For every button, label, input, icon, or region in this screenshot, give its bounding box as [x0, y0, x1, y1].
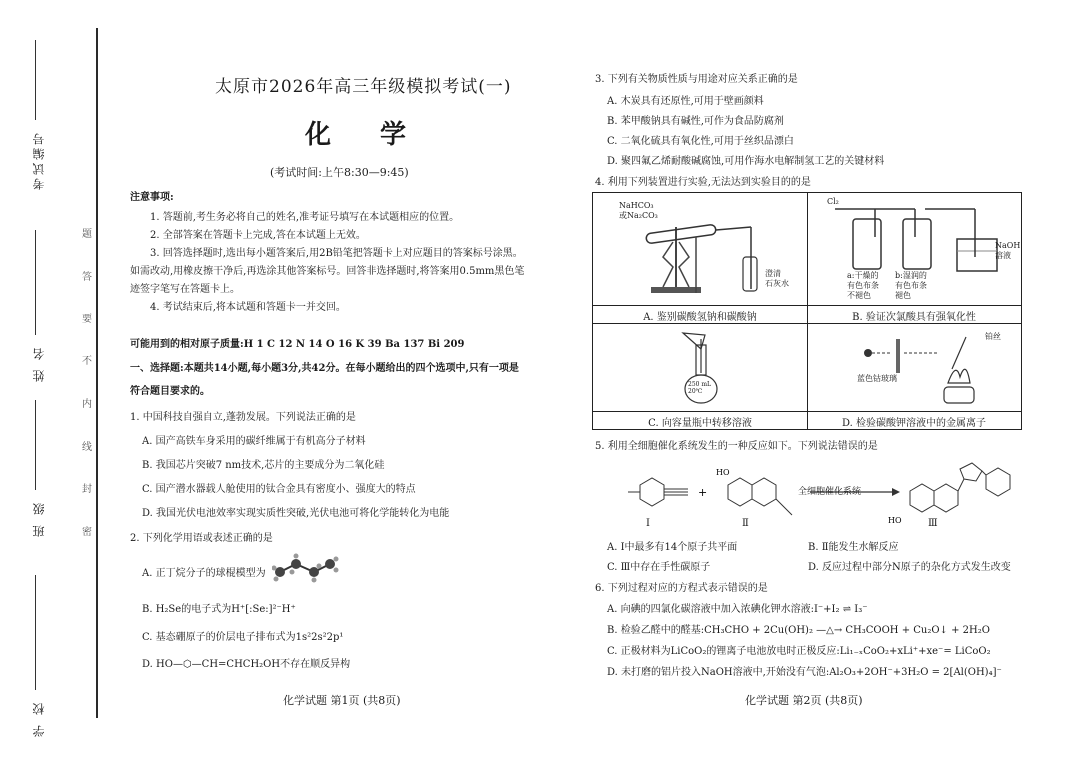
b-cl2-label: Cl₂: [827, 197, 839, 206]
caption-d: D. 检验碳酸钾溶液中的金属离子: [841, 418, 987, 429]
b-b-label: [895, 271, 927, 301]
b-naoh-label-2: 溶液: [995, 251, 1011, 260]
note-item: 3. 回答选择题时,选出每小题答案后,用2B铅笔把答题卡上对应题目的答案标号涂黑。: [150, 248, 523, 259]
q5-compound-2: Ⅱ: [742, 518, 749, 529]
q5-arrow-label: 全细胞催化系统: [798, 487, 862, 497]
q6-option-d: D. 未打磨的铝片投入NaOH溶液中,开始没有气泡:Al₂O₃+2OH⁻+3H₂O = 2[Al(OH)₄]⁻: [607, 667, 1002, 678]
atomic-mass: 可能用到的相对原子质量:H 1 C 12 N 14 O 16 K 39 Ba 137 Bi 209: [130, 339, 465, 350]
b-naoh-label-1: NaOH: [995, 241, 1021, 250]
subject-title: 化 学: [305, 120, 427, 150]
a-limewater-label-1: 澄清: [765, 269, 781, 278]
school-rule: [35, 575, 36, 690]
q2-option-a: A. 正丁烷分子的球棍模型为: [142, 568, 266, 579]
q2-option-b: B. H₂Se的电子式为H⁺[:Se:]²⁻H⁺: [142, 604, 296, 615]
q5-stem: 5. 利用全细胞催化系统发生的一种反应如下。下列说法错误的是: [595, 441, 878, 452]
note-item: 2. 全部答案在答题卡上完成,答在本试题上无效。: [150, 230, 366, 241]
q4-stem: 4. 利用下列装置进行实验,无法达到实验目的的是: [595, 177, 811, 188]
q3-option-b: B. 苯甲酸钠具有碱性,可作为食品防腐剂: [607, 116, 784, 127]
c-flask-label-2: 20℃: [688, 388, 703, 395]
name-label: 姓 名: [32, 345, 46, 382]
a-reagent-label-2: 或Na₂CO₃: [619, 211, 658, 220]
binding-line: [96, 28, 98, 718]
a-reagent-label: [619, 201, 658, 221]
q1-option-a: A. 国产高铁车身采用的碳纤维属于有机高分子材料: [142, 436, 366, 447]
svg-text:HO: HO: [888, 516, 902, 525]
butane-ball-stick-model: [272, 552, 340, 584]
caption-a: A. 鉴别碳酸氢钠和碳酸钠: [643, 312, 757, 323]
b-a-label: [847, 271, 879, 301]
grid-divider-h1: [593, 305, 1021, 306]
b-a-label-1: a:干燥的: [847, 271, 879, 280]
page2-footer: 化学试题 第2页 (共8页): [745, 694, 863, 707]
q5-compound-1: Ⅰ: [646, 518, 650, 529]
apparatus-c-volumetric-flask: [653, 327, 753, 409]
q5-option-c: C. Ⅲ中存在手性碳原子: [607, 562, 711, 573]
b-a-label-2: 有色布条: [847, 281, 879, 290]
exam-title: 太原市2026年高三年级模拟考试(一): [215, 77, 512, 97]
seal-char: 内: [82, 399, 92, 410]
seal-char: 要: [82, 314, 92, 325]
page1-footer: 化学试题 第1页 (共8页): [283, 694, 401, 707]
seal-char: 线: [82, 442, 92, 453]
q4-apparatus-grid: [592, 192, 1022, 430]
seal-char: 密: [82, 527, 92, 538]
q5-option-b: B. Ⅱ能发生水解反应: [808, 542, 899, 553]
seal-char: 封: [82, 484, 92, 495]
q6-option-c: C. 正极材料为LiCoO₂的锂离子电池放电时正极反应:Li₁₋ₓCoO₂+xLi⁺+xe⁻= LiCoO₂: [607, 646, 991, 657]
name-rule: [35, 230, 36, 335]
q2-option-c: C. 基态硼原子的价层电子排布式为1s²2s²2p¹: [142, 632, 344, 643]
note-item: 1. 答题前,考生务必将自己的姓名,准考证号填写在本试题相应的位置。: [150, 212, 460, 223]
grid-divider-h3: [593, 411, 1021, 412]
school-label: 学 校: [32, 700, 46, 737]
c-flask-label-1: 250 mL: [688, 381, 712, 388]
b-b-label-3: 褪色: [895, 291, 911, 300]
q5-option-d: D. 反应过程中部分N原子的杂化方式发生改变: [808, 562, 1011, 573]
section1-line2: 符合题目要求的。: [130, 386, 210, 397]
exam-time: (考试时间:上午8:30—9:45): [270, 166, 409, 179]
seal-char: 题: [82, 229, 92, 240]
q3-option-c: C. 二氧化硫具有氧化性,可用于丝织品漂白: [607, 136, 794, 147]
q6-option-a: A. 向碘的四氯化碳溶液中加入浓碘化钾水溶液:I⁻+I₂ ⇌ I₃⁻: [607, 604, 868, 615]
notes-heading: 注意事项:: [130, 192, 174, 203]
q1-option-c: C. 国产潜水器载人舱使用的钛合金具有密度小、强度大的特点: [142, 484, 416, 495]
b-naoh-label: [995, 241, 1020, 261]
seal-char: 不: [82, 356, 92, 367]
caption-c: C. 向容量瓶中转移溶液: [648, 418, 752, 429]
b-b-label-2: 有色布条: [895, 281, 927, 290]
section1-line1: 一、选择题:本题共14小题,每小题3分,共42分。在每小题给出的四个选项中,只有一项是: [130, 363, 519, 374]
a-limewater-label-2: 石灰水: [765, 279, 789, 288]
grid-divider-h2: [593, 323, 1021, 324]
b-a-label-3: 不褪色: [847, 291, 871, 300]
note-item: 如需改动,用橡皮擦干净后,再选涂其他答案标号。回答非选择题时,将答案用0.5mm黑色笔: [130, 266, 525, 277]
a-limewater-label: [765, 269, 789, 289]
q1-option-b: B. 我国芯片突破7 nm技术,芯片的主要成分为二氧化硅: [142, 460, 385, 471]
a-reagent-label-1: NaHCO₃: [619, 201, 654, 210]
note-item: 4. 考试结束后,将本试题和答题卡一并交回。: [150, 302, 346, 313]
q5-compound-3: Ⅲ: [928, 518, 938, 529]
q2-stem: 2. 下列化学用语或表述正确的是: [130, 533, 273, 544]
q2-option-d: D. HO—⬡—CH=CHCH₂OH不存在顺反异构: [142, 659, 351, 670]
c-flask-label: [688, 381, 711, 395]
apparatus-d-flame-test: [848, 331, 998, 409]
q6-stem: 6. 下列过程对应的方程式表示错误的是: [595, 583, 768, 594]
q3-option-a: A. 木炭具有还原性,可用于壁画颜料: [607, 96, 764, 107]
class-rule: [35, 400, 36, 490]
svg-text:HO: HO: [716, 468, 730, 477]
q3-stem: 3. 下列有关物质性质与用途对应关系正确的是: [595, 74, 798, 85]
class-label: 班 级: [32, 500, 46, 537]
note-item: 迹签字笔写在答题卡上。: [130, 284, 240, 295]
seal-char: 答: [82, 272, 92, 283]
q6-option-b: B. 检验乙醛中的醛基:CH₃CHO + 2Cu(OH)₂ —△→ CH₃COOH + Cu₂O↓ + 2H₂O: [607, 625, 990, 636]
d-glass-label: 蓝色钴玻璃: [857, 374, 897, 383]
caption-b: B. 验证次氯酸具有强氧化性: [852, 312, 976, 323]
q1-stem: 1. 中国科技自强自立,蓬勃发展。下列说法正确的是: [130, 412, 356, 423]
q1-option-d: D. 我国光伏电池效率实现实质性突破,光伏电池可将化学能转化为电能: [142, 508, 450, 519]
exam-number-label: 考试编号: [32, 130, 46, 190]
q5-option-a: A. Ⅰ中最多有14个原子共平面: [607, 542, 738, 553]
b-b-label-1: b:湿润的: [895, 271, 927, 280]
svg-text:+: +: [698, 486, 708, 499]
exam-number-rule: [35, 40, 36, 120]
d-wire-label: 铂丝: [985, 332, 1001, 341]
q3-option-d: D. 聚四氟乙烯耐酸碱腐蚀,可用作海水电解制氢工艺的关键材料: [607, 156, 885, 167]
